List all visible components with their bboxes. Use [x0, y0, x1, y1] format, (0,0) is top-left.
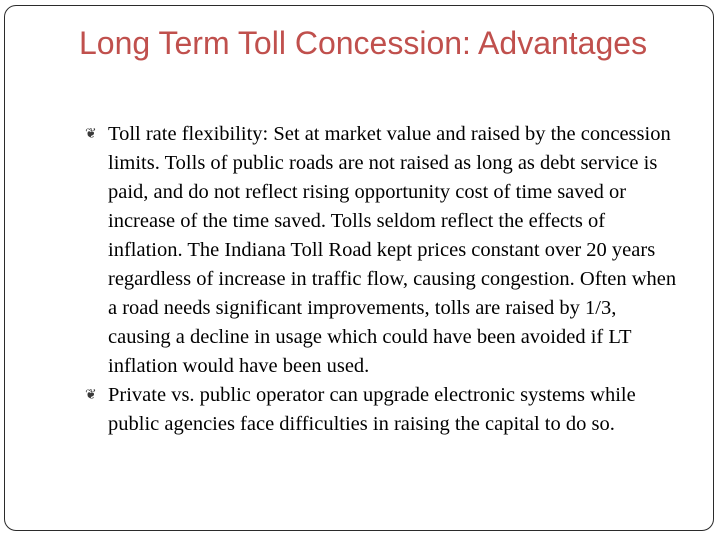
bullet-arrow-icon: ❦	[85, 126, 97, 142]
bullet-list	[82, 120, 682, 439]
bullet-text: Toll rate flexibility: Set at market value and raised by the concession limits. Tolls of public roads are not raised as long as debt service is paid, and do not reflect rising opportunity cost of time saved or increase of the time saved. Tolls seldom reflect the effects of inflation. The Indiana Toll Road kept prices constant over 20 years regardless of increase in traffic flow, causing congestion. Often when a road needs significant improvements, tolls are raised by 1/3, causing a decline in usage which could have been avoided if LT inflation would have been used.	[108, 123, 677, 377]
bullet-item-toll-rate-flexibility	[82, 120, 682, 381]
bullet-text: Private vs. public operator can upgrade electronic systems while public agencies face difficulties in raising the capital to do so.	[108, 384, 636, 435]
bullet-arrow-icon: ❦	[85, 387, 97, 403]
bullet-item-private-operator	[82, 381, 682, 439]
slide-title: Long Term Toll Concession: Advantages	[79, 25, 648, 61]
